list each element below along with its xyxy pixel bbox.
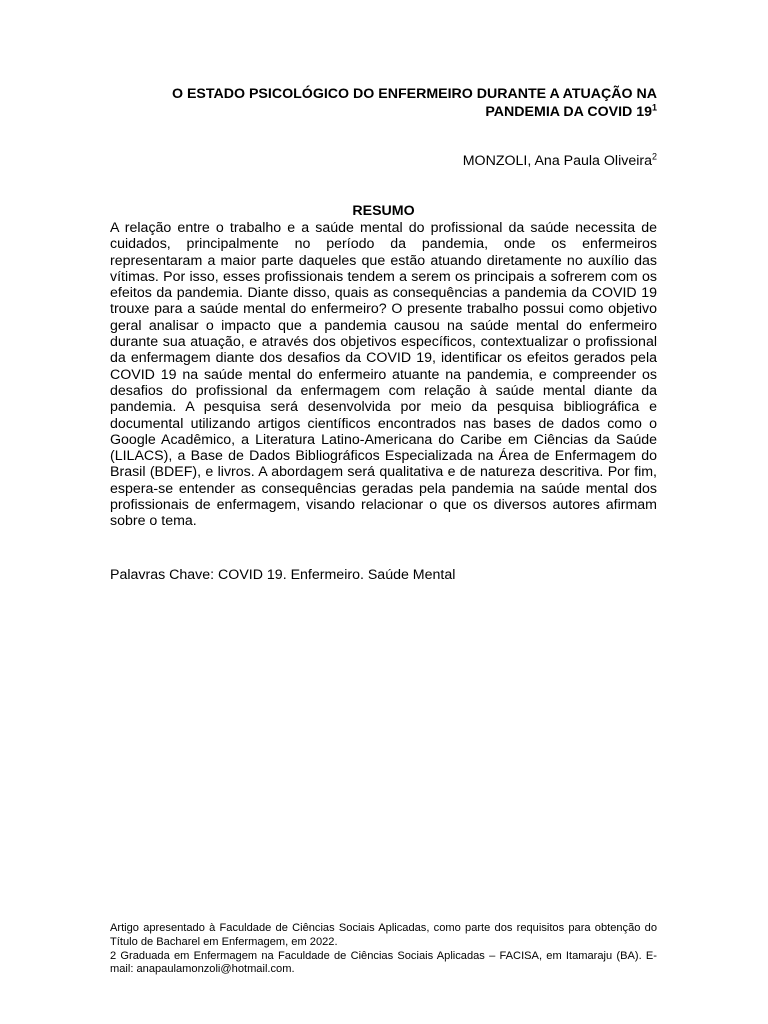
author-footnote-mark: 2: [651, 151, 657, 162]
abstract-text: A relação entre o trabalho e a saúde mental do profissional da saúde necessita de cuidados, principalmente no período da pandemia, onde os enfermeiros representaram a maior parte daqueles que estão atuando diretamente no auxílio das vítimas. Por isso, esses profissionais tendem a serem os principais a sofrerem com os efeitos da pandemia. Diante disso, quais as consequências a pandemia da COVID 19 trouxe para a saúde mental do enfermeiro? O presente trabalho possui como objetivo geral analisar o impacto que a pandemia causou na saúde mental do enfermeiro durante sua atuação, e através dos objetivos específicos, contextualizar o profissional da enfermagem diante dos desafios da COVID 19, identificar os efeitos gerados pela COVID 19 na saúde mental do enfermeiro atuante na pandemia, e compreender os desafios do profissional da enfermagem com relação à saúde mental diante da pandemia. A pesquisa será desenvolvida por meio da pesquisa bibliográfica e documental utilizando artigos científicos encontrados nas bases de dados como o Google Acadêmico, a Literatura Latino-Americana do Caribe em Ciências da Saúde (LILACS), a Base de Dados Bibliográficos Especializada na Área de Enfermagem do Brasil (BDEF), e livros. A abordagem será qualitativa e de natureza descritiva. Por fim, espera-se entender as consequências geradas pela pandemia na saúde mental dos profissionais de enfermagem, visando relacionar o que os diversos autores afirmam sobre o tema.: [110, 220, 657, 530]
footnotes: [110, 922, 657, 977]
keywords: Palavras Chave: COVID 19. Enfermeiro. Saúde Mental: [110, 567, 456, 583]
author-name: MONZOLI, Ana Paula Oliveira: [462, 153, 652, 169]
title-line-2: [110, 103, 657, 121]
title-footnote-mark: 1: [651, 102, 657, 113]
abstract-heading: RESUMO: [352, 203, 415, 219]
footnote-1: Artigo apresentado à Faculdade de Ciências Sociais Aplicadas, como parte dos requisitos para obtenção do Título de Bacharel em Enfermagem, em 2022.: [110, 922, 657, 948]
paper-title: [110, 85, 657, 121]
title-line-1: O ESTADO PSICOLÓGICO DO ENFERMEIRO DURANTE A ATUAÇÃO NA: [171, 86, 657, 102]
footnote-2: 2 Graduada em Enfermagem na Faculdade de Ciências Sociais Aplicadas – FACISA, em Itamaraju (BA). E-mail: anapaulamonzoli@hotmail.com.: [110, 949, 657, 976]
title-line-2-text: PANDEMIA DA COVID 19: [485, 104, 652, 120]
author-line: [110, 152, 657, 170]
